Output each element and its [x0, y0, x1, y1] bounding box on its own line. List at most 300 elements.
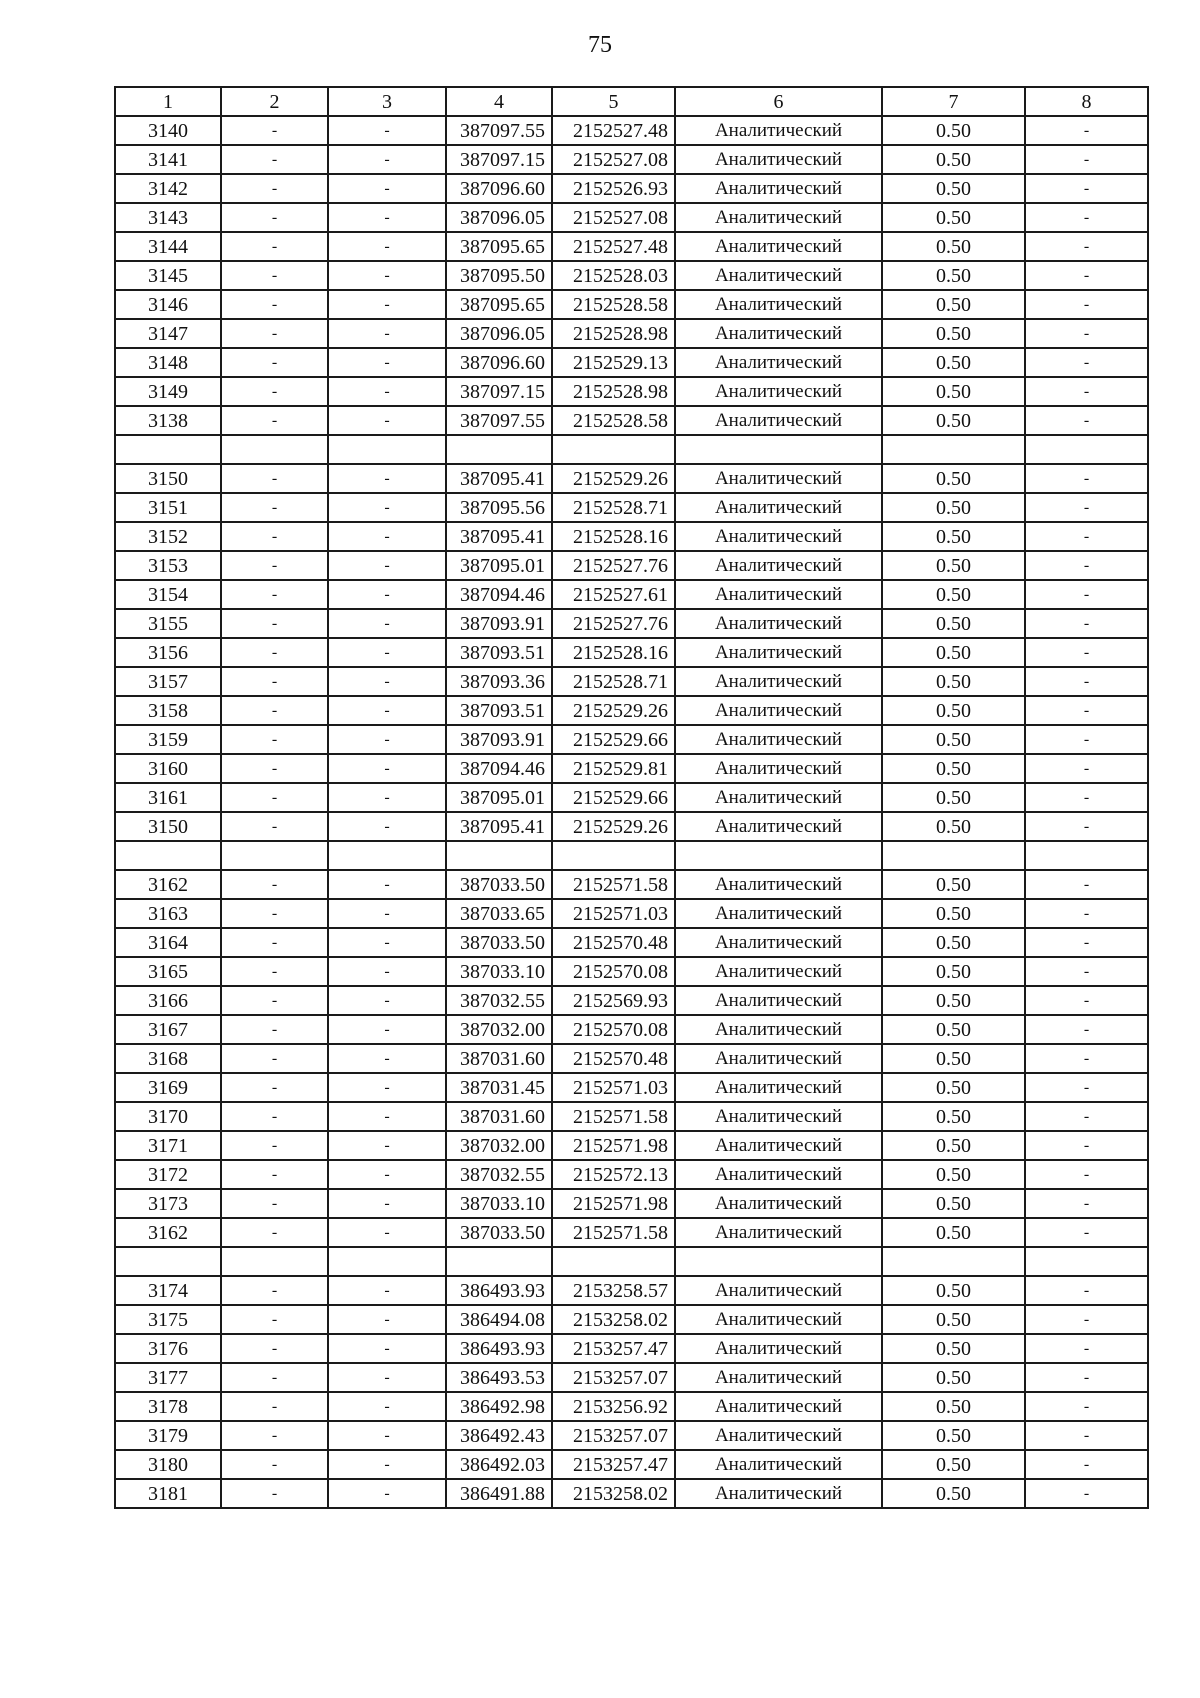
x-coordinate-cell: 387096.05 [446, 319, 552, 348]
y-coordinate-cell: 2152529.26 [552, 696, 675, 725]
table-row [115, 1421, 1148, 1450]
method-cell: Аналитический [675, 493, 882, 522]
method-cell: Аналитический [675, 1479, 882, 1508]
point-number-cell: 3153 [115, 551, 221, 580]
x-coordinate-cell: 387033.10 [446, 1189, 552, 1218]
col3-cell: - [328, 464, 446, 493]
col2-cell: - [221, 696, 328, 725]
method-cell: Аналитический [675, 1305, 882, 1334]
col8-cell: - [1025, 1392, 1148, 1421]
point-number-cell: 3180 [115, 1450, 221, 1479]
point-number-cell: 3169 [115, 1073, 221, 1102]
accuracy-cell: 0.50 [882, 1450, 1025, 1479]
point-number-cell: 3148 [115, 348, 221, 377]
col2-cell: - [221, 754, 328, 783]
col2-cell: - [221, 957, 328, 986]
col3-cell: - [328, 754, 446, 783]
y-coordinate-cell: 2152528.16 [552, 522, 675, 551]
accuracy-cell: 0.50 [882, 696, 1025, 725]
accuracy-cell [882, 1247, 1025, 1276]
x-coordinate-cell: 387095.41 [446, 812, 552, 841]
col3-cell: - [328, 696, 446, 725]
col3-cell: - [328, 928, 446, 957]
method-cell: Аналитический [675, 116, 882, 145]
column-header: 2 [221, 87, 328, 116]
accuracy-cell: 0.50 [882, 319, 1025, 348]
y-coordinate-cell: 2152528.98 [552, 377, 675, 406]
col2-cell: - [221, 522, 328, 551]
method-cell: Аналитический [675, 1015, 882, 1044]
accuracy-cell: 0.50 [882, 1363, 1025, 1392]
col8-cell [1025, 435, 1148, 464]
point-number-cell: 3175 [115, 1305, 221, 1334]
column-header: 8 [1025, 87, 1148, 116]
point-number-cell: 3178 [115, 1392, 221, 1421]
col8-cell: - [1025, 1073, 1148, 1102]
column-header: 6 [675, 87, 882, 116]
table-row [115, 1160, 1148, 1189]
header-row [115, 87, 1148, 116]
method-cell: Аналитический [675, 870, 882, 899]
y-coordinate-cell: 2152570.08 [552, 957, 675, 986]
table-body [115, 116, 1148, 1508]
column-header: 5 [552, 87, 675, 116]
col2-cell: - [221, 1160, 328, 1189]
col2-cell: - [221, 406, 328, 435]
table-row [115, 1189, 1148, 1218]
y-coordinate-cell: 2152528.03 [552, 261, 675, 290]
accuracy-cell: 0.50 [882, 754, 1025, 783]
method-cell: Аналитический [675, 609, 882, 638]
x-coordinate-cell: 387097.55 [446, 116, 552, 145]
point-number-cell: 3140 [115, 116, 221, 145]
y-coordinate-cell: 2152570.08 [552, 1015, 675, 1044]
table-row [115, 1247, 1148, 1276]
accuracy-cell: 0.50 [882, 174, 1025, 203]
x-coordinate-cell [446, 841, 552, 870]
accuracy-cell [882, 435, 1025, 464]
y-coordinate-cell: 2152528.98 [552, 319, 675, 348]
point-number-cell: 3170 [115, 1102, 221, 1131]
col3-cell: - [328, 1421, 446, 1450]
x-coordinate-cell: 387094.46 [446, 754, 552, 783]
y-coordinate-cell: 2152570.48 [552, 928, 675, 957]
method-cell: Аналитический [675, 551, 882, 580]
col2-cell: - [221, 1421, 328, 1450]
col8-cell: - [1025, 986, 1148, 1015]
col8-cell: - [1025, 522, 1148, 551]
col8-cell: - [1025, 609, 1148, 638]
point-number-cell: 3155 [115, 609, 221, 638]
y-coordinate-cell: 2153257.47 [552, 1334, 675, 1363]
col2-cell: - [221, 899, 328, 928]
table-row [115, 1015, 1148, 1044]
accuracy-cell: 0.50 [882, 1218, 1025, 1247]
col3-cell: - [328, 899, 446, 928]
col8-cell [1025, 841, 1148, 870]
y-coordinate-cell: 2152571.03 [552, 1073, 675, 1102]
col8-cell: - [1025, 116, 1148, 145]
x-coordinate-cell [446, 1247, 552, 1276]
col3-cell: - [328, 1044, 446, 1073]
col3-cell: - [328, 145, 446, 174]
method-cell: Аналитический [675, 1131, 882, 1160]
col3-cell: - [328, 319, 446, 348]
y-coordinate-cell: 2152569.93 [552, 986, 675, 1015]
col2-cell: - [221, 1044, 328, 1073]
table-row [115, 1131, 1148, 1160]
col8-cell: - [1025, 1044, 1148, 1073]
method-cell: Аналитический [675, 1044, 882, 1073]
col2-cell: - [221, 1450, 328, 1479]
method-cell: Аналитический [675, 522, 882, 551]
col8-cell: - [1025, 899, 1148, 928]
col2-cell: - [221, 986, 328, 1015]
col3-cell: - [328, 1334, 446, 1363]
table-row [115, 116, 1148, 145]
y-coordinate-cell [552, 841, 675, 870]
method-cell: Аналитический [675, 406, 882, 435]
col2-cell: - [221, 1073, 328, 1102]
col3-cell: - [328, 290, 446, 319]
x-coordinate-cell [446, 435, 552, 464]
accuracy-cell [882, 841, 1025, 870]
col2-cell: - [221, 261, 328, 290]
point-number-cell: 3159 [115, 725, 221, 754]
y-coordinate-cell: 2152529.81 [552, 754, 675, 783]
accuracy-cell: 0.50 [882, 1015, 1025, 1044]
y-coordinate-cell: 2152571.58 [552, 870, 675, 899]
col2-cell: - [221, 232, 328, 261]
column-header: 7 [882, 87, 1025, 116]
col8-cell: - [1025, 1450, 1148, 1479]
col8-cell: - [1025, 725, 1148, 754]
col3-cell: - [328, 725, 446, 754]
table-row [115, 754, 1148, 783]
col8-cell: - [1025, 783, 1148, 812]
coordinates-table [114, 86, 1149, 1509]
y-coordinate-cell: 2152528.71 [552, 667, 675, 696]
y-coordinate-cell: 2152572.13 [552, 1160, 675, 1189]
point-number-cell: 3173 [115, 1189, 221, 1218]
method-cell: Аналитический [675, 203, 882, 232]
point-number-cell: 3176 [115, 1334, 221, 1363]
method-cell: Аналитический [675, 783, 882, 812]
x-coordinate-cell: 386493.53 [446, 1363, 552, 1392]
point-number-cell [115, 435, 221, 464]
col3-cell: - [328, 493, 446, 522]
accuracy-cell: 0.50 [882, 1073, 1025, 1102]
col3-cell: - [328, 377, 446, 406]
point-number-cell: 3147 [115, 319, 221, 348]
col3-cell: - [328, 812, 446, 841]
method-cell: Аналитический [675, 754, 882, 783]
x-coordinate-cell: 386492.98 [446, 1392, 552, 1421]
table-row [115, 290, 1148, 319]
table-row [115, 1073, 1148, 1102]
x-coordinate-cell: 387097.15 [446, 377, 552, 406]
x-coordinate-cell: 386493.93 [446, 1276, 552, 1305]
table-row [115, 348, 1148, 377]
point-number-cell: 3157 [115, 667, 221, 696]
method-cell: Аналитический [675, 377, 882, 406]
col2-cell: - [221, 377, 328, 406]
col3-cell: - [328, 1450, 446, 1479]
col2-cell [221, 1247, 328, 1276]
y-coordinate-cell [552, 435, 675, 464]
point-number-cell: 3152 [115, 522, 221, 551]
accuracy-cell: 0.50 [882, 1044, 1025, 1073]
col8-cell: - [1025, 1421, 1148, 1450]
col3-cell: - [328, 638, 446, 667]
point-number-cell: 3172 [115, 1160, 221, 1189]
table-row [115, 870, 1148, 899]
method-cell: Аналитический [675, 957, 882, 986]
accuracy-cell: 0.50 [882, 1276, 1025, 1305]
accuracy-cell: 0.50 [882, 145, 1025, 174]
method-cell: Аналитический [675, 174, 882, 203]
col3-cell: - [328, 986, 446, 1015]
table-row [115, 1363, 1148, 1392]
accuracy-cell: 0.50 [882, 261, 1025, 290]
col8-cell: - [1025, 1334, 1148, 1363]
table-row [115, 1276, 1148, 1305]
accuracy-cell: 0.50 [882, 1189, 1025, 1218]
method-cell: Аналитический [675, 580, 882, 609]
x-coordinate-cell: 387093.51 [446, 638, 552, 667]
x-coordinate-cell: 386494.08 [446, 1305, 552, 1334]
col8-cell: - [1025, 928, 1148, 957]
col8-cell [1025, 1247, 1148, 1276]
col3-cell: - [328, 870, 446, 899]
method-cell: Аналитический [675, 1421, 882, 1450]
method-cell: Аналитический [675, 1450, 882, 1479]
method-cell: Аналитический [675, 638, 882, 667]
method-cell: Аналитический [675, 899, 882, 928]
y-coordinate-cell: 2152571.98 [552, 1131, 675, 1160]
table-row [115, 812, 1148, 841]
table-row [115, 203, 1148, 232]
col2-cell: - [221, 348, 328, 377]
method-cell: Аналитический [675, 232, 882, 261]
col8-cell: - [1025, 377, 1148, 406]
accuracy-cell: 0.50 [882, 1392, 1025, 1421]
point-number-cell: 3167 [115, 1015, 221, 1044]
x-coordinate-cell: 387095.01 [446, 551, 552, 580]
method-cell: Аналитический [675, 725, 882, 754]
method-cell: Аналитический [675, 1392, 882, 1421]
col3-cell: - [328, 1218, 446, 1247]
point-number-cell: 3174 [115, 1276, 221, 1305]
point-number-cell: 3160 [115, 754, 221, 783]
col8-cell: - [1025, 174, 1148, 203]
col8-cell: - [1025, 667, 1148, 696]
method-cell: Аналитический [675, 1073, 882, 1102]
y-coordinate-cell: 2152528.58 [552, 406, 675, 435]
table-row [115, 667, 1148, 696]
accuracy-cell: 0.50 [882, 551, 1025, 580]
y-coordinate-cell: 2153258.57 [552, 1276, 675, 1305]
x-coordinate-cell: 387097.55 [446, 406, 552, 435]
y-coordinate-cell: 2152528.58 [552, 290, 675, 319]
col3-cell: - [328, 580, 446, 609]
column-header: 4 [446, 87, 552, 116]
y-coordinate-cell: 2152571.03 [552, 899, 675, 928]
col3-cell: - [328, 203, 446, 232]
table-row [115, 435, 1148, 464]
table-row [115, 1044, 1148, 1073]
x-coordinate-cell: 387097.15 [446, 145, 552, 174]
table-row [115, 638, 1148, 667]
method-cell: Аналитический [675, 319, 882, 348]
col3-cell [328, 435, 446, 464]
method-cell: Аналитический [675, 1334, 882, 1363]
y-coordinate-cell: 2153257.07 [552, 1363, 675, 1392]
y-coordinate-cell: 2152529.26 [552, 464, 675, 493]
col3-cell: - [328, 1305, 446, 1334]
table-row [115, 899, 1148, 928]
accuracy-cell: 0.50 [882, 1102, 1025, 1131]
point-number-cell: 3163 [115, 899, 221, 928]
col2-cell: - [221, 1189, 328, 1218]
table-row [115, 1479, 1148, 1508]
point-number-cell: 3165 [115, 957, 221, 986]
col8-cell: - [1025, 638, 1148, 667]
x-coordinate-cell: 387093.91 [446, 609, 552, 638]
col8-cell: - [1025, 232, 1148, 261]
col2-cell: - [221, 116, 328, 145]
col8-cell: - [1025, 406, 1148, 435]
col3-cell: - [328, 406, 446, 435]
y-coordinate-cell: 2152571.98 [552, 1189, 675, 1218]
accuracy-cell: 0.50 [882, 493, 1025, 522]
table-row [115, 783, 1148, 812]
x-coordinate-cell: 387032.00 [446, 1015, 552, 1044]
method-cell: Аналитический [675, 290, 882, 319]
method-cell [675, 435, 882, 464]
col2-cell: - [221, 1392, 328, 1421]
col2-cell: - [221, 1479, 328, 1508]
x-coordinate-cell: 387093.91 [446, 725, 552, 754]
accuracy-cell: 0.50 [882, 986, 1025, 1015]
point-number-cell [115, 841, 221, 870]
accuracy-cell: 0.50 [882, 783, 1025, 812]
table-row [115, 464, 1148, 493]
x-coordinate-cell: 387033.50 [446, 870, 552, 899]
col2-cell: - [221, 870, 328, 899]
accuracy-cell: 0.50 [882, 928, 1025, 957]
method-cell: Аналитический [675, 348, 882, 377]
col3-cell: - [328, 1479, 446, 1508]
x-coordinate-cell: 386492.43 [446, 1421, 552, 1450]
x-coordinate-cell: 387095.65 [446, 290, 552, 319]
accuracy-cell: 0.50 [882, 580, 1025, 609]
x-coordinate-cell: 387031.60 [446, 1044, 552, 1073]
col8-cell: - [1025, 1189, 1148, 1218]
y-coordinate-cell: 2152528.71 [552, 493, 675, 522]
x-coordinate-cell: 387096.60 [446, 174, 552, 203]
col2-cell: - [221, 812, 328, 841]
y-coordinate-cell: 2152527.48 [552, 116, 675, 145]
table-row [115, 1218, 1148, 1247]
col3-cell: - [328, 348, 446, 377]
col3-cell: - [328, 232, 446, 261]
point-number-cell: 3181 [115, 1479, 221, 1508]
col3-cell: - [328, 1102, 446, 1131]
col8-cell: - [1025, 1102, 1148, 1131]
point-number-cell: 3161 [115, 783, 221, 812]
col2-cell: - [221, 928, 328, 957]
x-coordinate-cell: 387032.00 [446, 1131, 552, 1160]
table-row [115, 1305, 1148, 1334]
method-cell: Аналитический [675, 1363, 882, 1392]
col8-cell: - [1025, 957, 1148, 986]
point-number-cell: 3154 [115, 580, 221, 609]
table-row [115, 609, 1148, 638]
col8-cell: - [1025, 261, 1148, 290]
x-coordinate-cell: 387032.55 [446, 986, 552, 1015]
col8-cell: - [1025, 1479, 1148, 1508]
table-row [115, 319, 1148, 348]
col2-cell: - [221, 638, 328, 667]
accuracy-cell: 0.50 [882, 870, 1025, 899]
x-coordinate-cell: 387095.41 [446, 464, 552, 493]
col3-cell: - [328, 261, 446, 290]
point-number-cell: 3158 [115, 696, 221, 725]
y-coordinate-cell: 2153256.92 [552, 1392, 675, 1421]
col8-cell: - [1025, 1276, 1148, 1305]
accuracy-cell: 0.50 [882, 957, 1025, 986]
col3-cell: - [328, 116, 446, 145]
method-cell: Аналитический [675, 1102, 882, 1131]
col2-cell: - [221, 551, 328, 580]
table-row [115, 1334, 1148, 1363]
point-number-cell: 3142 [115, 174, 221, 203]
point-number-cell: 3162 [115, 870, 221, 899]
table-row [115, 232, 1148, 261]
x-coordinate-cell: 387033.65 [446, 899, 552, 928]
col3-cell: - [328, 1276, 446, 1305]
col2-cell: - [221, 725, 328, 754]
col3-cell: - [328, 667, 446, 696]
table-row [115, 493, 1148, 522]
x-coordinate-cell: 387096.05 [446, 203, 552, 232]
x-coordinate-cell: 387096.60 [446, 348, 552, 377]
col3-cell [328, 1247, 446, 1276]
method-cell: Аналитический [675, 261, 882, 290]
accuracy-cell: 0.50 [882, 812, 1025, 841]
col3-cell: - [328, 783, 446, 812]
col2-cell: - [221, 1276, 328, 1305]
col2-cell: - [221, 1102, 328, 1131]
y-coordinate-cell: 2152571.58 [552, 1218, 675, 1247]
col3-cell: - [328, 1363, 446, 1392]
y-coordinate-cell: 2152527.76 [552, 609, 675, 638]
col2-cell: - [221, 580, 328, 609]
table-row [115, 841, 1148, 870]
point-number-cell: 3150 [115, 464, 221, 493]
col2-cell: - [221, 493, 328, 522]
y-coordinate-cell: 2152527.76 [552, 551, 675, 580]
col2-cell: - [221, 1334, 328, 1363]
page-number: 75 [588, 32, 612, 58]
x-coordinate-cell: 387033.50 [446, 928, 552, 957]
point-number-cell: 3138 [115, 406, 221, 435]
col2-cell [221, 435, 328, 464]
table-row [115, 522, 1148, 551]
method-cell [675, 841, 882, 870]
point-number-cell: 3141 [115, 145, 221, 174]
